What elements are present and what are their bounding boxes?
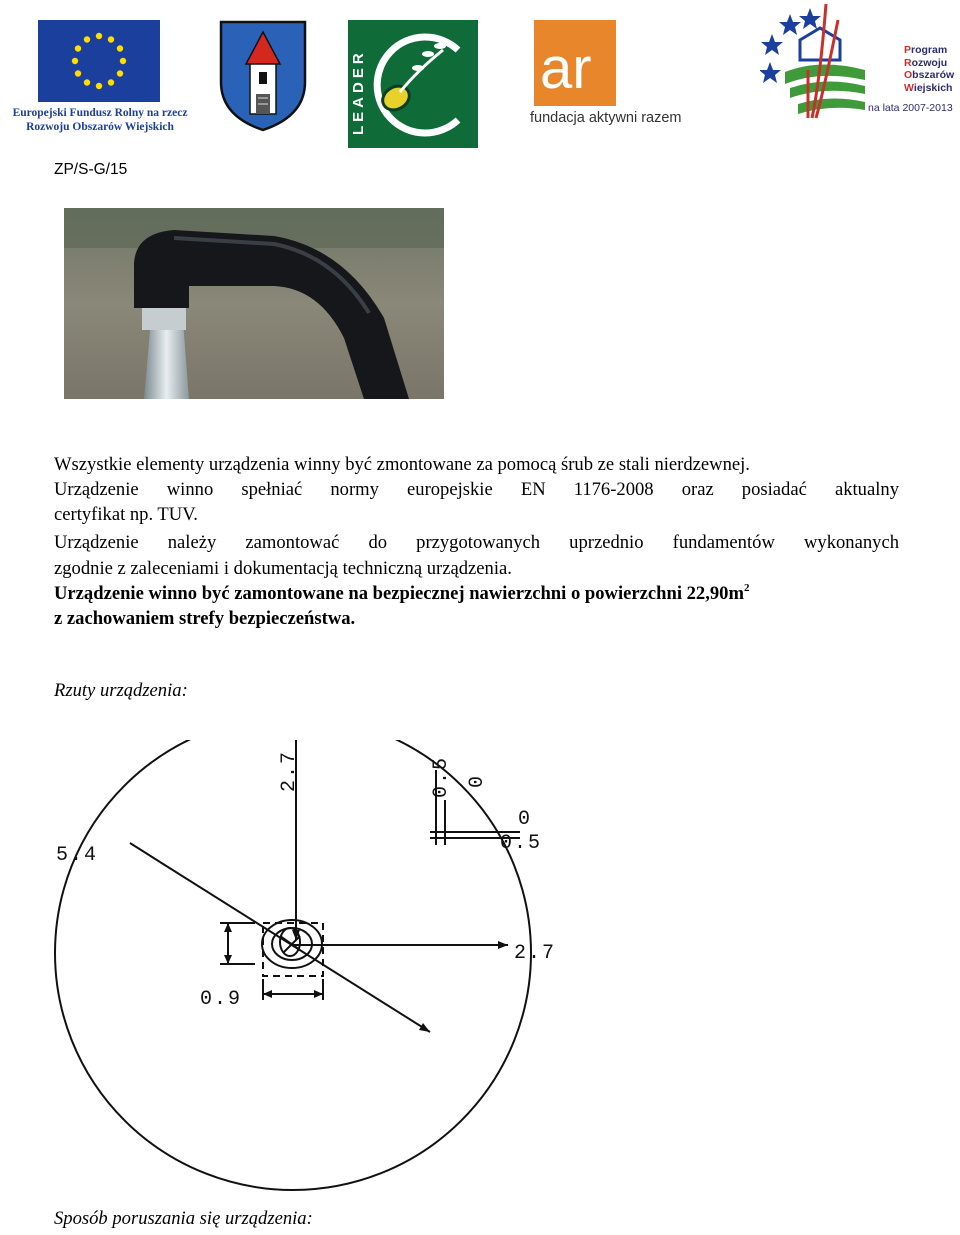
prow-line-2: Rozwoju bbox=[904, 56, 948, 69]
dim-footprint-width: 0.9 bbox=[200, 988, 243, 1011]
prow-name bbox=[904, 44, 954, 94]
projection-drawing bbox=[50, 740, 570, 1195]
document-code: ZP/S-G/15 bbox=[54, 161, 128, 178]
prow-line-3: Obszarów bbox=[904, 69, 955, 81]
dim-small-v-left: 0.5 bbox=[430, 755, 453, 798]
ar-caption: fundacja aktywni razem bbox=[530, 110, 682, 126]
prow-logo bbox=[760, 0, 960, 130]
dim-right-radius: 2.7 bbox=[514, 942, 557, 965]
municipality-crest-logo bbox=[218, 20, 308, 132]
paragraph-foundation: Urządzenie należy zamontować do przygotowanych uprzednio fundamentów wykonanych bbox=[54, 532, 899, 553]
safety-zone-circle bbox=[55, 740, 531, 1190]
product-photo bbox=[64, 208, 444, 399]
paragraph-certificate: certyfikat np. TUV. bbox=[54, 504, 198, 525]
eu-fund-caption bbox=[8, 106, 192, 134]
ar-mark: ar bbox=[540, 36, 592, 101]
dim-top-radius: 2.7 bbox=[278, 749, 301, 792]
projections-heading: Rzuty urządzenia: bbox=[54, 680, 188, 701]
eu-fund-logo bbox=[8, 20, 192, 136]
paragraph-safety-zone: z zachowaniem strefy bezpieczeństwa. bbox=[54, 608, 356, 629]
eu-caption-line1: Europejski Fundusz Rolny na rzecz bbox=[12, 107, 188, 119]
surface-unit-exponent: 2 bbox=[743, 581, 750, 594]
paragraph-surface bbox=[54, 581, 899, 606]
paragraph-screws: Wszystkie elementy urządzenia winny być zmontowane za pomocą śrub ze stali nierdzewnej. bbox=[54, 454, 750, 475]
eu-flag-icon bbox=[38, 20, 160, 102]
fundacja-aktywni-razem-logo bbox=[530, 20, 730, 130]
dim-small-h-bottom: 0.5 bbox=[500, 832, 543, 855]
eu-caption-line2: Rozwoju Obszarów Wiejskich bbox=[26, 121, 174, 133]
movement-heading: Sposób poruszania się urządzenia: bbox=[54, 1208, 313, 1229]
paragraph-norms: Urządzenie winno spełniać normy europejskie EN 1176-2008 oraz posiadać aktualny bbox=[54, 479, 899, 500]
paragraph-documentation: zgodnie z zaleceniami i dokumentacją techniczną urządzenia. bbox=[54, 558, 512, 579]
surface-text: Urządzenie winno być zamontowane na bezpiecznej nawierzchni o powierzchni 22,90m bbox=[54, 583, 744, 604]
dim-small-h-top: 0 bbox=[518, 808, 533, 831]
prow-line-1: Program bbox=[904, 44, 948, 56]
leader-text: LEADER bbox=[350, 49, 367, 135]
dim-small-v-right: 0 bbox=[466, 773, 489, 788]
prow-line-4: Wiejskich bbox=[904, 81, 953, 94]
prow-years: na lata 2007-2013 bbox=[868, 102, 953, 114]
dim-diameter: 5.4 bbox=[56, 844, 99, 867]
leader-logo bbox=[348, 20, 478, 148]
